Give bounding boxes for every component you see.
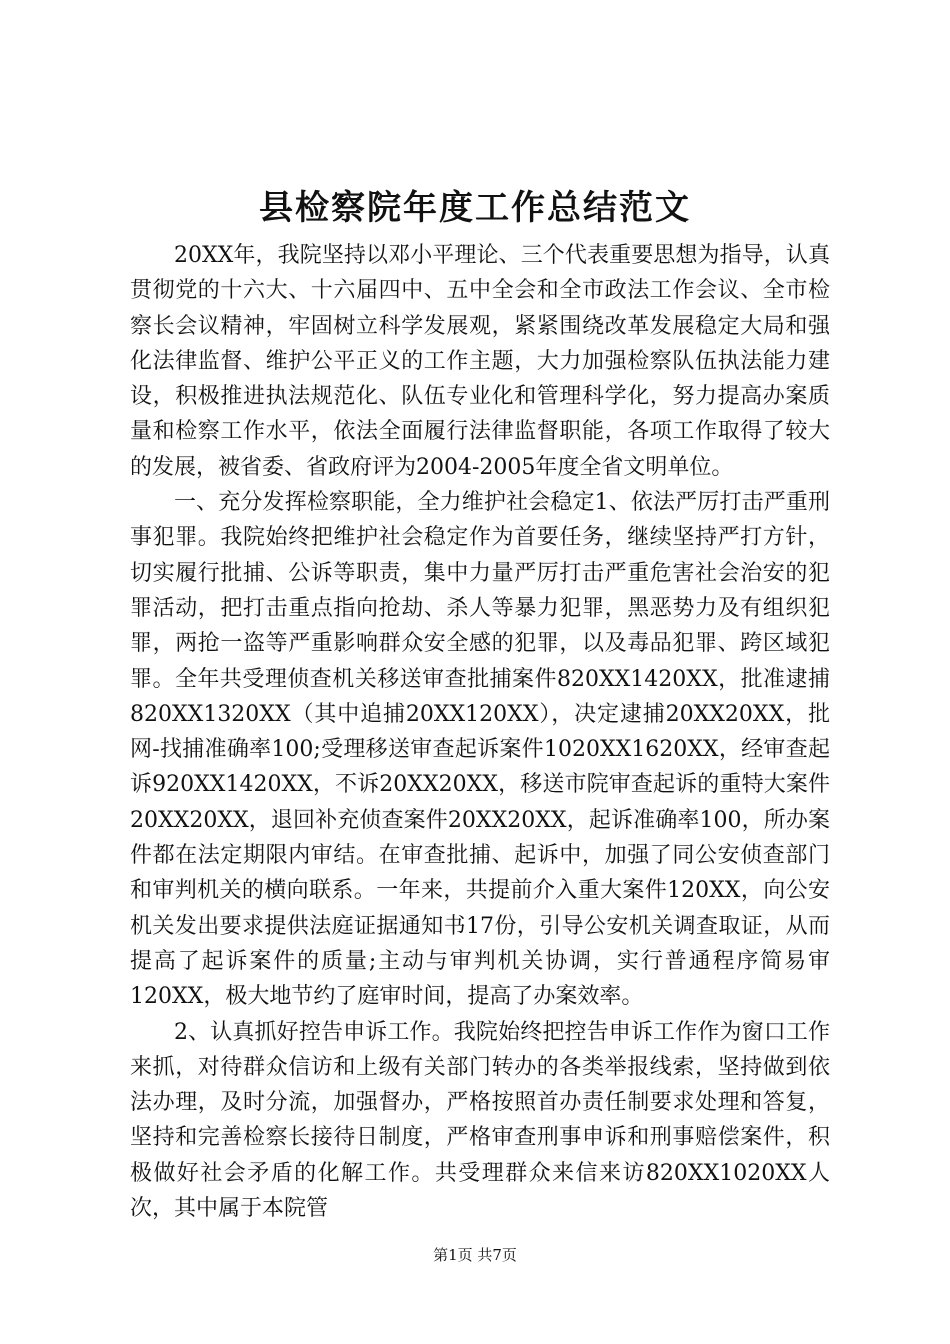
document-body	[130, 238, 830, 1226]
document-title: 县检察院年度工作总结范文	[259, 188, 691, 228]
paragraph: 一、充分发挥检察职能，全力维护社会稳定1、依法严厉打击严重刑事犯罪。我院始终把维护社会稳定作为首要任务，继续坚持严打方针，切实履行批捕、公诉等职责，集中力量严厉打击严重危害社会治安的犯罪活动，把打击重点指向抢劫、杀人等暴力犯罪，黑恶势力及有组织犯罪，两抢一盗等严重影响群众安全感的犯罪，以及毒品犯罪、跨区域犯罪。全年共受理侦查机关移送审查批捕案件820XX1420XX，批准逮捕820XX1320XX（其中追捕20XX120XX），决定逮捕20XX20XX，批网-找捕准确率100;受理移送审查起诉案件1020XX1620XX，经审查起诉920XX1420XX，不诉20XX20XX，移送市院审查起诉的重特大案件20XX20XX，退回补充侦查案件20XX20XX，起诉准确率100，所办案件都在法定期限内审结。在审查批捕、起诉中，加强了同公安侦查部门和审判机关的横向联系。一年来，共提前介入重大案件120XX，向公安机关发出要求提供法庭证据通知书17份，引导公安机关调查取证，从而提高了起诉案件的质量;主动与审判机关协调，实行普通程序简易审120XX，极大地节约了庭审时间，提高了办案效率。	[130, 490, 830, 1010]
paragraph: 20XX年，我院坚持以邓小平理论、三个代表重要思想为指导，认真贯彻党的十六大、十六届四中、五中全会和全市政法工作会议、全市检察长会议精神，牢固树立科学发展观，紧紧围绕改革发展稳定大局和强化法律监督、维护公平正义的工作主题，大力加强检察队伍执法能力建设，积极推进执法规范化、队伍专业化和管理科学化，努力提高办案质量和检察工作水平，依法全面履行法律监督职能，各项工作取得了较大的发展，被省委、省政府评为2004-2005年度全省文明单位。	[130, 243, 830, 480]
paragraph: 2、认真抓好控告申诉工作。我院始终把控告申诉工作作为窗口工作来抓，对待群众信访和上级有关部门转办的各类举报线索，坚持做到依法办理，及时分流，加强督办，严格按照首办责任制要求处理和答复，坚持和完善检察长接待日制度，严格审查刑事申诉和刑事赔偿案件，积极做好社会矛盾的化解工作。共受理群众来信来访820XX1020XX人次，其中属于本院管	[130, 1019, 830, 1222]
page-footer: 第1页 共7页	[433, 1246, 517, 1264]
